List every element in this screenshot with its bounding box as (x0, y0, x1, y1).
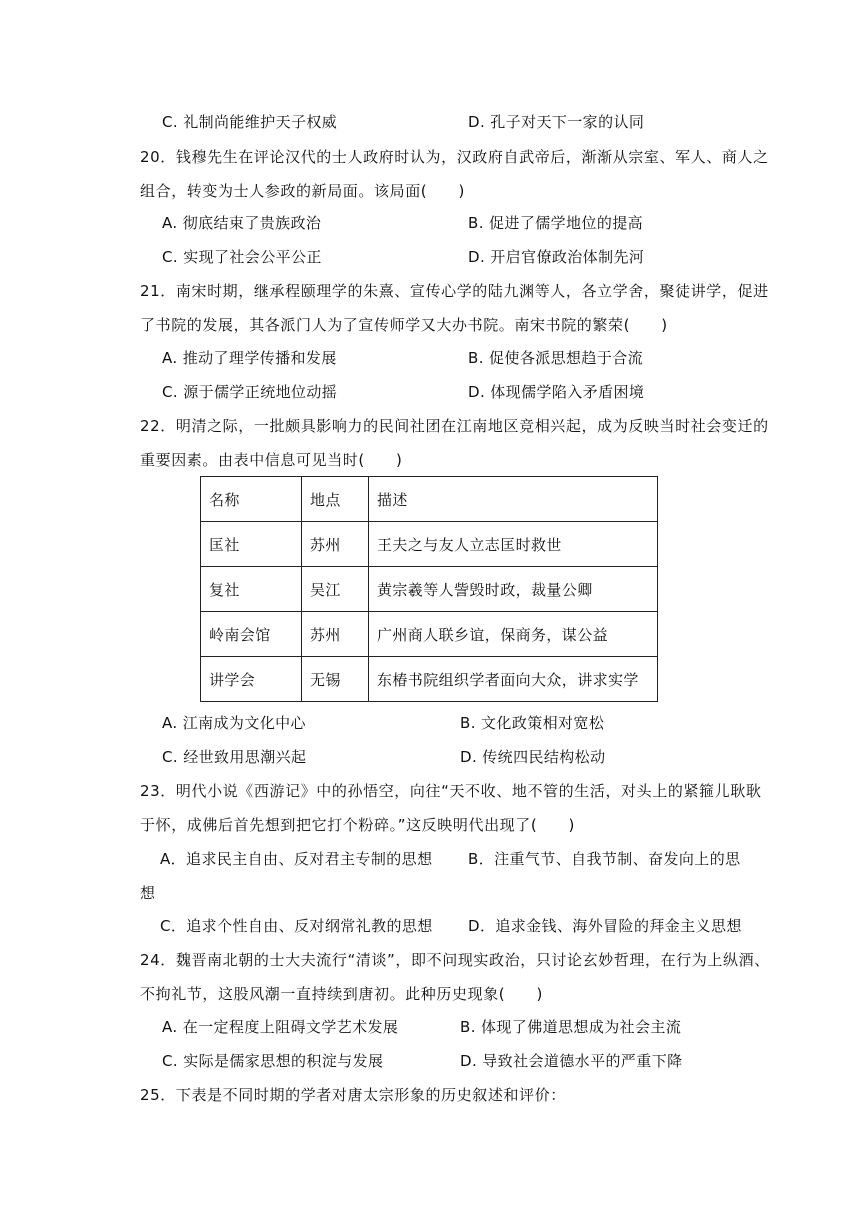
table-row (201, 567, 658, 612)
q20-option-c: C. 实现了社会公平公正 (162, 248, 322, 266)
q21-option-c: C. 源于儒学正统地位动摇 (162, 383, 338, 401)
table-cell: 黄宗羲等人訾毁时政，裁量公卿 (369, 567, 658, 612)
q22-option-c: C. 经世致用思潮兴起 (162, 748, 307, 766)
table-cell: 无锡 (302, 657, 369, 702)
q22-option-b: B. 文化政策相对宽松 (460, 714, 605, 732)
table-cell: 匡社 (201, 522, 302, 567)
q21-option-b: B. 促使各派思想趋于合流 (468, 349, 644, 367)
q22-option-a: A. 江南成为文化中心 (162, 714, 306, 732)
q21-stem-line1: 21．南宋时期，继承程颐理学的朱熹、宣传心学的陆九渊等人，各立学舍，聚徒讲学，促进 (140, 282, 769, 300)
q23-option-b-continued: 想 (140, 884, 156, 902)
q22-table (200, 476, 658, 702)
table-cell: 复社 (201, 567, 302, 612)
q19-option-d: D. 孔子对天下一家的认同 (468, 113, 645, 131)
q20-option-b: B. 促进了儒学地位的提高 (468, 214, 644, 232)
q20-option-d: D. 开启官僚政治体制先河 (468, 248, 645, 266)
q22-stem-line2: 重要因素。由表中信息可见当时( ) (140, 451, 403, 469)
q25-stem-line1: 25．下表是不同时期的学者对唐太宗形象的历史叙述和评价： (140, 1086, 566, 1104)
table-cell: 岭南会馆 (201, 612, 302, 657)
q23-stem-line2: 于怀，成佛后首先想到把它打个粉碎。”这反映明代出现了( ) (140, 816, 575, 834)
q24-stem-line2: 不拘礼节，这股风潮一直持续到唐初。此种历史现象( ) (140, 985, 543, 1003)
table-cell: 苏州 (302, 522, 369, 567)
table-row (201, 522, 658, 567)
table-cell: 讲学会 (201, 657, 302, 702)
q23-option-c: C．追求个性自由、反对纲常礼教的思想 (160, 917, 433, 935)
table-header-row (201, 477, 658, 522)
q23-option-b: B．注重气节、自我节制、奋发向上的思 (468, 850, 741, 868)
q24-option-c: C. 实际是儒家思想的积淀与发展 (162, 1052, 384, 1070)
q20-option-a: A. 彻底结束了贵族政治 (162, 214, 322, 232)
table-cell: 东椿书院组织学者面向大众，讲求实学 (369, 657, 658, 702)
q23-stem-line1: 23．明代小说《西游记》中的孙悟空，向往“天不收、地不管的生活，对头上的紧箍儿耿耿 (140, 782, 762, 800)
q22-stem-line1: 22．明清之际，一批颇具影响力的民间社团在江南地区竞相兴起，成为反映当时社会变迁的 (140, 417, 769, 435)
q21-stem-line2: 了书院的发展，其各派门人为了宣传师学又大办书院。南宋书院的繁荣( ) (140, 316, 668, 334)
q21-option-a: A. 推动了理学传播和发展 (162, 349, 337, 367)
q24-option-b: B. 体现了佛道思想成为社会主流 (460, 1018, 682, 1036)
q24-option-a: A. 在一定程度上阻碍文学艺术发展 (162, 1018, 399, 1036)
q22-option-d: D. 传统四民结构松动 (460, 748, 606, 766)
q20-stem-line2: 组合，转变为士人参政的新局面。该局面( ) (140, 182, 465, 200)
q24-stem-line1: 24．魏晋南北朝的士大夫流行“清谈”，即不问现实政治，只讨论玄妙哲理，在行为上纵酒、 (140, 951, 770, 969)
table-header-place: 地点 (302, 477, 369, 522)
table-cell: 广州商人联乡谊，保商务，谋公益 (369, 612, 658, 657)
q23-option-a: A．追求民主自由、反对君主专制的思想 (160, 850, 433, 868)
q21-option-d: D. 体现儒学陷入矛盾困境 (468, 383, 645, 401)
q20-stem-line1: 20．钱穆先生在评论汉代的士人政府时认为，汉政府自武帝后，渐渐从宗室、军人、商人之 (140, 148, 769, 166)
table-cell: 苏州 (302, 612, 369, 657)
table-row (201, 612, 658, 657)
table-header-name: 名称 (201, 477, 302, 522)
table-row (201, 657, 658, 702)
q24-option-d: D. 导致社会道德水平的严重下降 (460, 1052, 683, 1070)
q19-option-c: C. 礼制尚能维护天子权威 (162, 113, 338, 131)
q23-option-d: D．追求金钱、海外冒险的拜金主义思想 (468, 917, 742, 935)
table-header-desc: 描述 (369, 477, 658, 522)
table-cell: 吴江 (302, 567, 369, 612)
table-cell: 王夫之与友人立志匡时救世 (369, 522, 658, 567)
